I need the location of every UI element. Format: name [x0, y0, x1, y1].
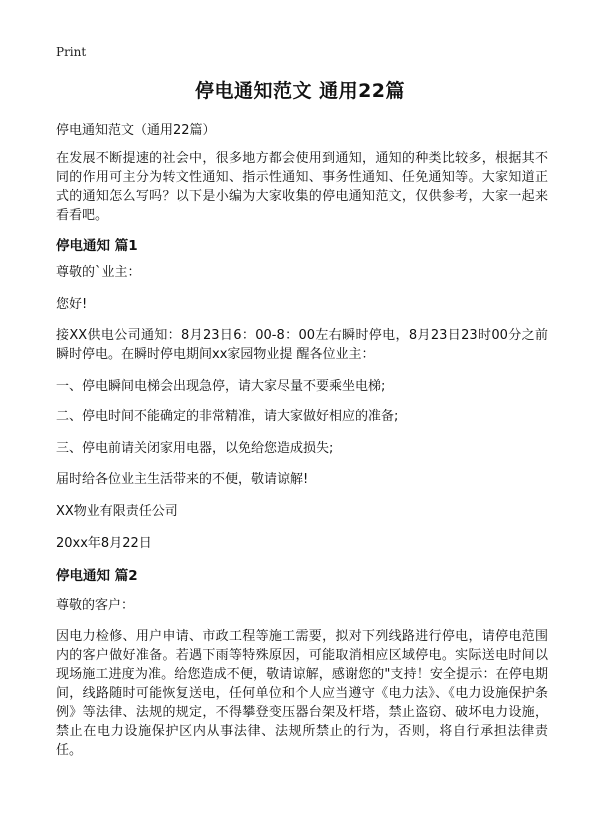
- notice1-hello: 您好!: [56, 297, 88, 312]
- notice1-item-2: 二、停电时间不能确定的非常精准，请大家做好相应的准备;: [56, 409, 399, 424]
- print-label: Print: [56, 45, 87, 59]
- notice1-greeting: 尊敬的`业主：: [56, 265, 141, 280]
- document-subtitle: 停电通知范文（通用22篇）: [56, 123, 216, 138]
- notice1-item-3: 三、停电前请关闭家用电器，以免给您造成损失;: [56, 441, 334, 456]
- page-title: 停电通知范文 通用22篇: [194, 80, 406, 102]
- intro-paragraph: 在发展不断提速的社会中，很多地方都会使用到通知，通知的种类比较多，根据其不同的作用可主分为转文性通知、指示性通知、事务性通知、任免通知等。大家知道正式的通知怎么写吗？以下是小编为大家收集的停电通知范文，仅供参考，大家一起来看看吧。: [56, 151, 548, 223]
- notice1-item-1: 一、停电瞬间电梯会出现急停，请大家尽量不要乘坐电梯;: [56, 379, 386, 394]
- notice1-heading: 停电通知 篇1: [56, 238, 138, 254]
- notice1-signature: XX物业有限责任公司: [56, 504, 178, 519]
- notice1-date: 20xx年8月22日: [56, 536, 152, 551]
- notice2-body: 因电力检修、用户申请、市政工程等施工需要，拟对下列线路进行停电，请停电范围内的客户做好准备。若遇下雨等特殊原因，可能取消相应区域停电。实际送电时间以现场施工进度为准。给您造成不便，敬请谅解，感谢您的"支持！安全提示：在停电期间，线路随时可能恢复送电，任何单位和个人应当遵守《电力法》、《电力设施保护条例》等法律、法规的规定，不得攀登变压器台架及杆塔，禁止盗窃、破坏电力设施，禁止在电力设施保护区内从事法律、法规所禁止的行为，否则，将自行承担法律责任。: [56, 629, 548, 758]
- notice2-greeting: 尊敬的客户：: [56, 598, 135, 613]
- notice1-body: 接XX供电公司通知：8月23日6：00-8：00左右瞬时停电，8月23日23时00分之前瞬时停电。在瞬时停电期间xx家园物业提 醒各位业主：: [56, 328, 548, 362]
- notice2-heading: 停电通知 篇2: [56, 568, 138, 584]
- notice1-closing: 届时给各位业主生活带来的不便，敬请谅解!: [56, 472, 309, 487]
